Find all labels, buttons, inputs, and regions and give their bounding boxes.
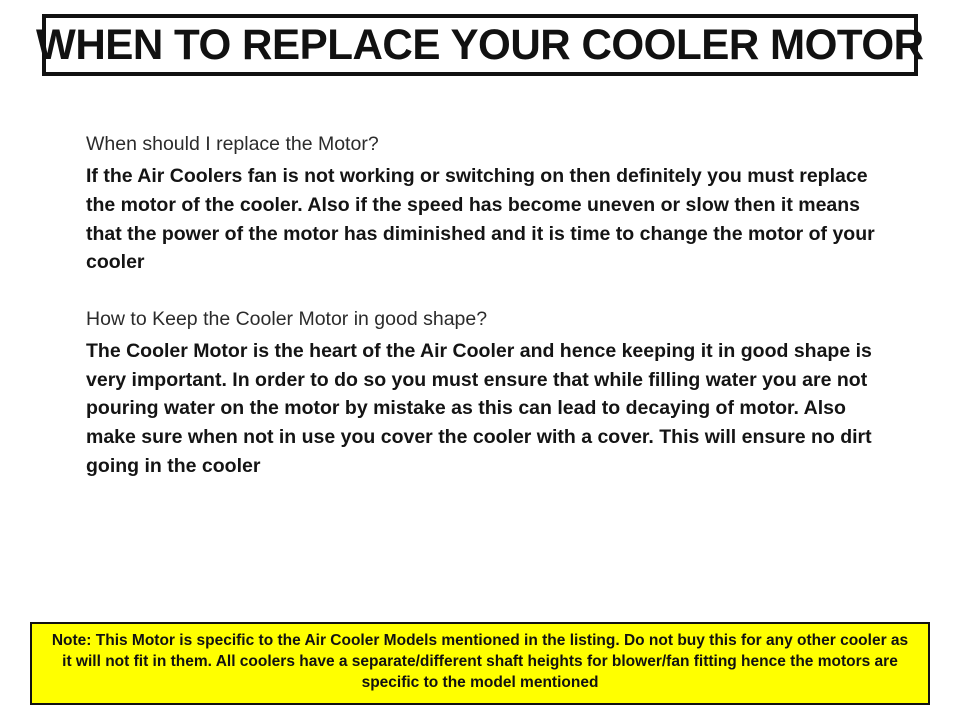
section-answer: If the Air Coolers fan is not working or switching on then definitely you must replace the motor of the cooler. Also if the speed has become uneven or slow then it means that the power of the motor has diminished and it is time to change the motor of your cooler <box>86 165 875 274</box>
section-question: When should I replace the Motor? <box>86 133 379 155</box>
note-banner <box>30 622 930 705</box>
title-banner <box>36 14 924 76</box>
note-text: Note: This Motor is specific to the Air Cooler Models mentioned in the listing. Do not buy this for any other cooler as it will not fit in them. All coolers have a separate/different shaft heights for blower/fan fitting hence the motors are specific to the model mentioned <box>51 632 909 691</box>
section-question: How to Keep the Cooler Motor in good shape? <box>86 307 488 330</box>
content-body <box>86 130 876 480</box>
section-answer: The Cooler Motor is the heart of the Air Cooler and hence keeping it in good shape is very important. In order to do so you must ensure that while filling water you are not pouring water on the motor by mistake as this can lead to decaying of motor. Also make sure when not in use you cover the cooler with a cover. This will ensure no dirt going in the cooler <box>86 340 872 477</box>
section-keep-good-shape <box>86 305 876 481</box>
page-title: WHEN TO REPLACE YOUR COOLER MOTOR <box>36 20 924 69</box>
section-replace-motor <box>86 130 876 277</box>
